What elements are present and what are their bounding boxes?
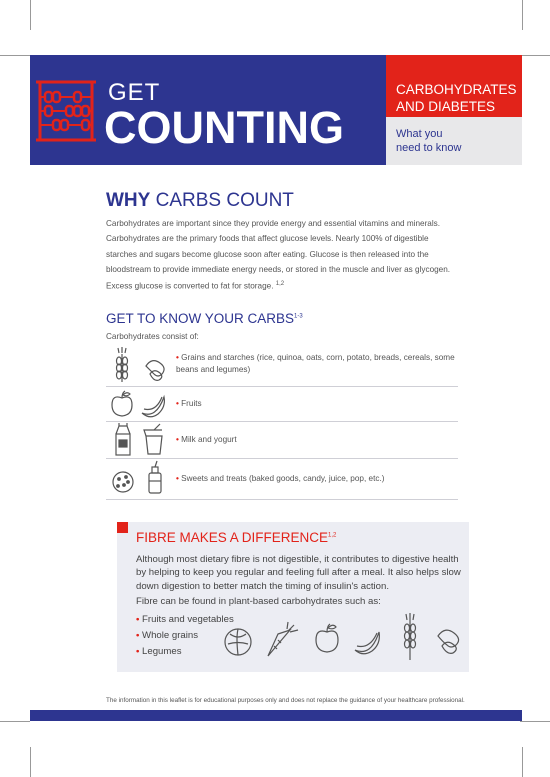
crop-mark <box>0 55 30 56</box>
reference: 1-3 <box>294 313 303 320</box>
reference: 1,2 <box>328 532 337 539</box>
bullet: • <box>136 630 143 641</box>
fibre-text: Fibre can be found in plant-based carbohydrates such as: <box>136 596 381 608</box>
list-item-text <box>176 473 456 485</box>
crop-mark <box>520 721 550 722</box>
grains-icons <box>106 344 172 386</box>
bullet: • <box>176 474 182 483</box>
wheat-icon <box>117 347 128 382</box>
why-text: Carbohydrates are important since they provide energy and essential vitamins and minerals. Carbohydrates are the primary foods that affect glucose levels. Nearly 100% of digestible starches and sugars become glucose soon after eating. Glucose is then released into the bloodstream to provide immediate energy needs, or stored in the muscle and liver as glycogen. Excess glucose is converted to fat for storage. <box>106 219 451 291</box>
yogurt-cup-icon <box>144 424 162 454</box>
banana-icon <box>142 397 164 417</box>
disclaimer: The information in this leaflet is for educational purposes only and does not replace the guidance of your healthcare professional. <box>106 697 465 704</box>
fibre-text: Although most dietary fibre is not digestible, it contributes to digestive health by helping to keep you regular and feeling full after a meal. It also helps slow down digestion to better match the timing of insulin's action. <box>136 554 461 592</box>
cookie-icon <box>113 472 133 492</box>
list-item-grains <box>106 344 458 387</box>
crop-mark <box>522 747 523 777</box>
apple-icon <box>316 624 338 652</box>
title-bold: WHY <box>106 190 151 211</box>
juice-bottle-icon <box>149 461 161 493</box>
crop-mark <box>0 721 30 722</box>
crop-mark <box>520 55 550 56</box>
bean-icon <box>438 630 459 653</box>
footer-bar <box>30 710 522 721</box>
bullet: • <box>176 435 182 444</box>
subtitle-line: What you <box>396 128 443 140</box>
list-item-fruits <box>106 387 458 422</box>
topic-line: CARBOHYDRATES <box>396 82 517 97</box>
item-label: Milk and yogurt <box>181 435 237 444</box>
reference: 1,2 <box>275 281 285 288</box>
milk-carton-icon <box>116 423 130 455</box>
section-title-fibre <box>136 530 336 545</box>
list-item-text <box>176 434 237 446</box>
bullet: • <box>136 614 143 625</box>
know-subtitle: Carbohydrates consist of: <box>106 332 199 341</box>
subtitle <box>396 127 461 155</box>
title-rest: CARBS COUNT <box>150 190 294 211</box>
section-title-why <box>106 190 294 212</box>
item-label: Fruits <box>181 399 202 408</box>
fruits-icons <box>106 387 172 421</box>
cabbage-icon <box>225 629 251 655</box>
section-title-know <box>106 311 303 326</box>
crop-mark <box>522 0 523 30</box>
title-counting: COUNTING <box>104 102 344 153</box>
item-label: Legumes <box>142 646 182 657</box>
list-item-text <box>176 398 202 410</box>
title-get: GET <box>108 79 161 106</box>
item-label: Whole grains <box>142 630 199 641</box>
abacus-icon <box>36 79 96 143</box>
sweets-icons <box>106 459 172 499</box>
crop-mark <box>30 747 31 777</box>
title-text: FIBRE MAKES A DIFFERENCE <box>136 530 329 545</box>
bean-icon <box>146 361 164 381</box>
title-text: GET TO KNOW YOUR CARBS <box>106 311 295 326</box>
why-paragraph <box>106 216 452 294</box>
list-item-text <box>176 352 456 376</box>
callout-accent <box>117 522 128 533</box>
carrot-icon <box>268 622 298 656</box>
fibre-paragraph <box>136 553 462 609</box>
item-label: Fruits and vegetables <box>142 614 234 625</box>
list-item-dairy <box>106 422 458 459</box>
header-banner <box>30 55 522 165</box>
crop-mark <box>30 0 31 30</box>
item-label: Sweets and treats (baked goods, candy, juice, pop, etc.) <box>181 474 385 483</box>
bullet: • <box>136 646 143 657</box>
dairy-icons <box>106 422 172 458</box>
banana-icon <box>355 632 379 654</box>
topic-line: AND DIABETES <box>396 99 496 114</box>
fibre-icons <box>220 612 470 662</box>
list-item-sweets <box>106 459 458 500</box>
topic-heading <box>396 81 517 115</box>
bullet: • <box>176 399 182 408</box>
subtitle-line: need to know <box>396 142 462 154</box>
item-label: Grains and starches (rice, quinoa, oats, corn, potato, breads, cereals, some beans and legumes) <box>176 353 455 374</box>
bullet: • <box>176 353 182 362</box>
apple-icon <box>112 391 132 416</box>
wheat-icon <box>405 613 416 660</box>
